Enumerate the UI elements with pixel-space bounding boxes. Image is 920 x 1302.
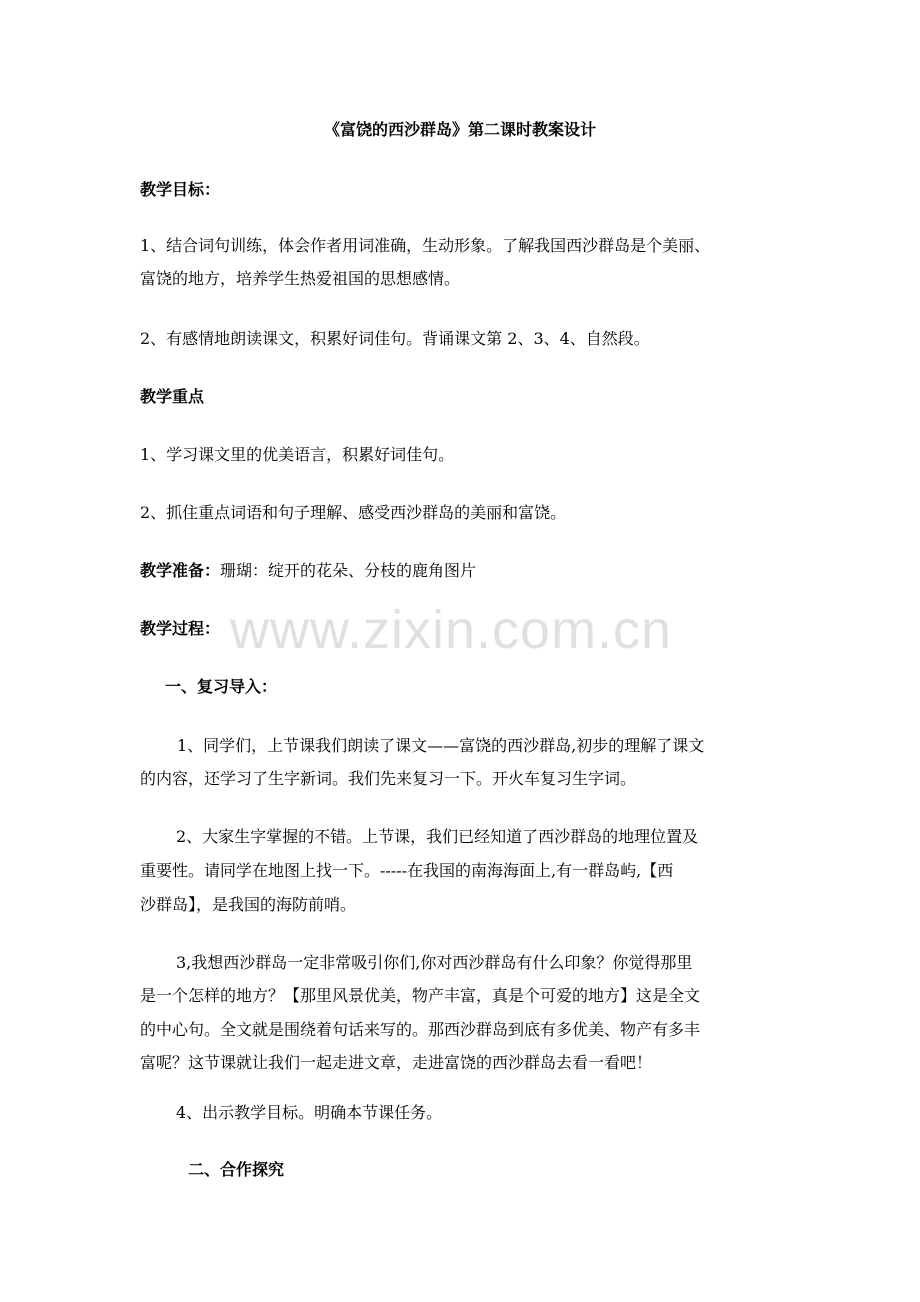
s1-paragraph-4: 4、出示教学目标。明确本节课任务。 (176, 1103, 443, 1122)
s1-paragraph-3-line-3: 的中心句。全文就是围绕着句话来写的。那西沙群岛到底有多优美、物产有多丰 (140, 1020, 701, 1039)
focus-heading: 教学重点 (140, 387, 205, 406)
watermark-text: www.zixin.com.cn (230, 600, 673, 660)
objectives-heading: 教学目标： (140, 180, 221, 199)
s1-paragraph-2-line-2: 重要性。请同学在地图上找一下。-----在我国的南海海面上,有一群岛屿,【西 (140, 861, 674, 880)
objective-1-line-1: 1、结合词句训练，体会作者用词准确，生动形象。了解我国西沙群岛是个美丽、 (140, 236, 711, 255)
section-2-heading: 二、合作探究 (188, 1160, 285, 1179)
s1-paragraph-3-line-1: 3,我想西沙群岛一定非常吸引你们,你对西沙群岛有什么印象？你觉得那里 (176, 953, 693, 972)
s1-paragraph-3-line-2: 是一个怎样的地方？【那里风景优美，物产丰富，真是个可爱的地方】这是全文 (140, 986, 701, 1005)
s1-paragraph-3-line-4: 富呢？这节课就让我们一起走进文章，走进富饶的西沙群岛去看一看吧！ (140, 1053, 653, 1072)
prep-text: 珊瑚：绽开的花朵、分枝的鹿角图片 (220, 561, 477, 580)
s1-paragraph-1-line-2: 的内容，还学习了生字新词。我们先来复习一下。开火车复习生字词。 (140, 769, 637, 788)
objective-2: 2、有感情地朗读课文，积累好词佳句。背诵课文第 2、3、4、自然段。 (140, 329, 650, 348)
s1-paragraph-1-line-1: 1、同学们，上节课我们朗读了课文——富饶的西沙群岛,初步的理解了课文 (177, 736, 705, 755)
prep-heading: 教学准备： (140, 561, 221, 580)
s1-paragraph-2-line-1: 2、大家生字掌握的不错。上节课，我们已经知道了西沙群岛的地理位置及 (176, 827, 699, 846)
section-1-heading: 一、复习导入： (165, 677, 278, 696)
s1-paragraph-2-line-3: 沙群岛】，是我国的海防前哨。 (140, 895, 357, 914)
process-heading: 教学过程： (140, 619, 221, 638)
document-title: 《富饶的西沙群岛》第二课时教案设计 (323, 120, 596, 139)
prep-line (140, 563, 476, 579)
focus-2: 2、抓住重点词语和句子理解、感受西沙群岛的美丽和富饶。 (140, 503, 567, 522)
objective-1-line-2: 富饶的地方，培养学生热爱祖国的思想感情。 (140, 269, 461, 288)
focus-1: 1、学习课文里的优美语言，积累好词佳句。 (140, 445, 455, 464)
